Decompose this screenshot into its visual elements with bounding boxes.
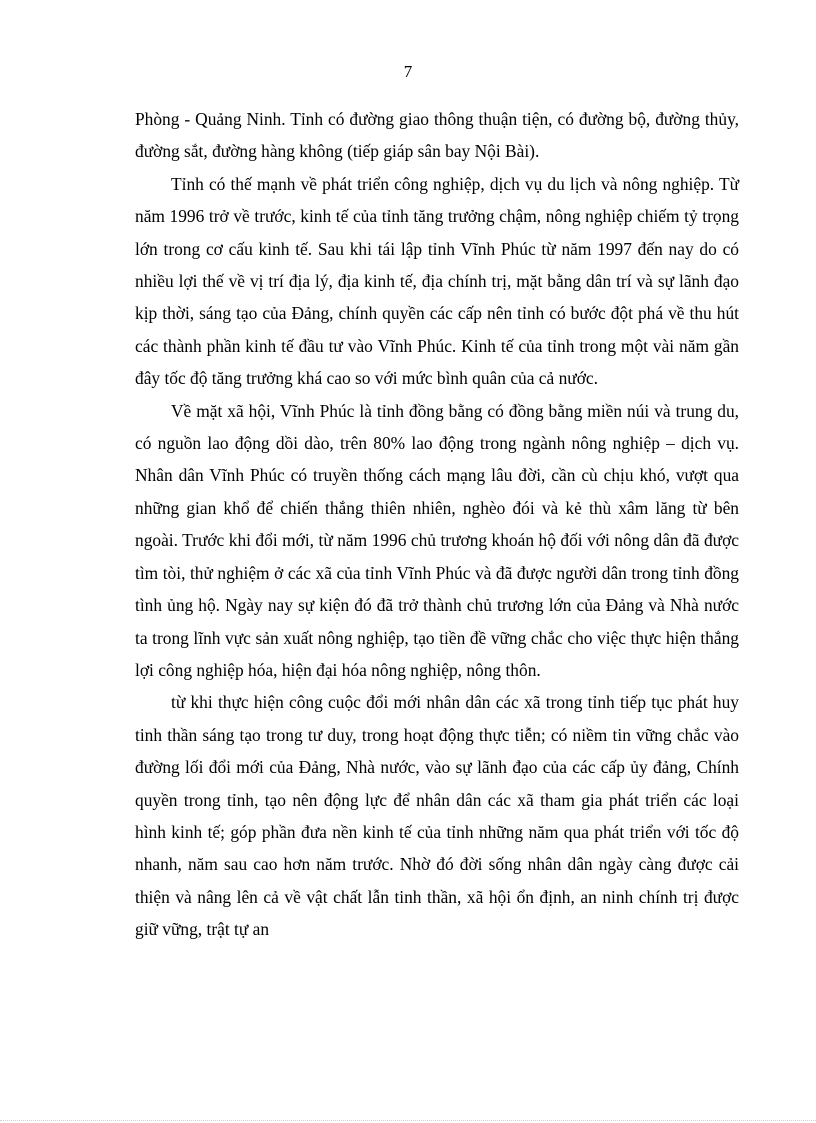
paragraph-society: Về mặt xã hội, Vĩnh Phúc là tỉnh đồng bằng có đồng bằng miền núi và trung du, có nguồn lao động dồi dào, trên 80% lao động trong ngành nông nghiệp – dịch vụ. Nhân dân Vĩnh Phúc có truyền thống cách mạng lâu đời, cần cù chịu khó, vượt qua những gian khổ để chiến thắng thiên nhiên, nghèo đói và kẻ thù xâm lăng từ bên ngoài. Trước khi đổi mới, từ năm 1996 chủ trương khoán hộ đối với nông dân đã được tìm tòi, thử nghiệm ở các xã của tỉnh Vĩnh Phúc và đã được người dân trong tỉnh đồng tình ủng hộ. Ngày nay sự kiện đó đã trở thành chủ trương lớn của Đảng và Nhà nước ta trong lĩnh vực sản xuất nông nghiệp, tạo tiền đề vững chắc cho việc thực hiện thắng lợi công nghiệp hóa, hiện đại hóa nông nghiệp, nông thôn.	[135, 400, 739, 680]
paragraph-reform: từ khi thực hiện công cuộc đổi mới nhân dân các xã trong tỉnh tiếp tục phát huy tinh thần sáng tạo trong tư duy, trong hoạt động thực tiễn; có niềm tin vững chắc vào đường lối đổi mới của Đảng, Nhà nước, vào sự lãnh đạo của các cấp ủy đảng, Chính quyền trong tỉnh, tạo nên động lực để nhân dân các xã tham gia phát triển các loại hình kinh tế; góp phần đưa nền kinh tế của tỉnh những năm qua phát triển với tốc độ nhanh, năm sau cao hơn năm trước. Nhờ đó đời sống nhân dân ngày càng được cải thiện và nâng lên cả về vật chất lẫn tinh thần, xã hội ổn định, an ninh chính trị được giữ vững, trật tự an	[135, 692, 739, 940]
page-bottom-border	[0, 1120, 816, 1121]
paragraph-economy: Tỉnh có thế mạnh về phát triển công nghiệp, dịch vụ du lịch và nông nghiệp. Từ năm 1996 trở về trước, kinh tế của tỉnh tăng trưởng chậm, nông nghiệp chiếm tỷ trọng lớn trong cơ cấu kinh tế. Sau khi tái lập tỉnh Vĩnh Phúc từ năm 1997 đến nay do có nhiều lợi thế về vị trí địa lý, địa kinh tế, địa chính trị, mặt bằng dân trí và sự lãnh đạo kịp thời, sáng tạo của Đảng, chính quyền các cấp nên tỉnh có bước đột phá về thu hút các thành phần kinh tế đầu tư vào Vĩnh Phúc. Kinh tế của tỉnh trong một vài năm gần đây tốc độ tăng trưởng khá cao so với mức bình quân của cả nước.	[135, 173, 739, 389]
paragraph-continuation: Phòng - Quảng Ninh. Tỉnh có đường giao thông thuận tiện, có đường bộ, đường thủy, đường sắt, đường hàng không (tiếp giáp sân bay Nội Bài).	[135, 109, 739, 162]
body-text	[135, 103, 739, 946]
page-number: 7	[403, 62, 413, 81]
